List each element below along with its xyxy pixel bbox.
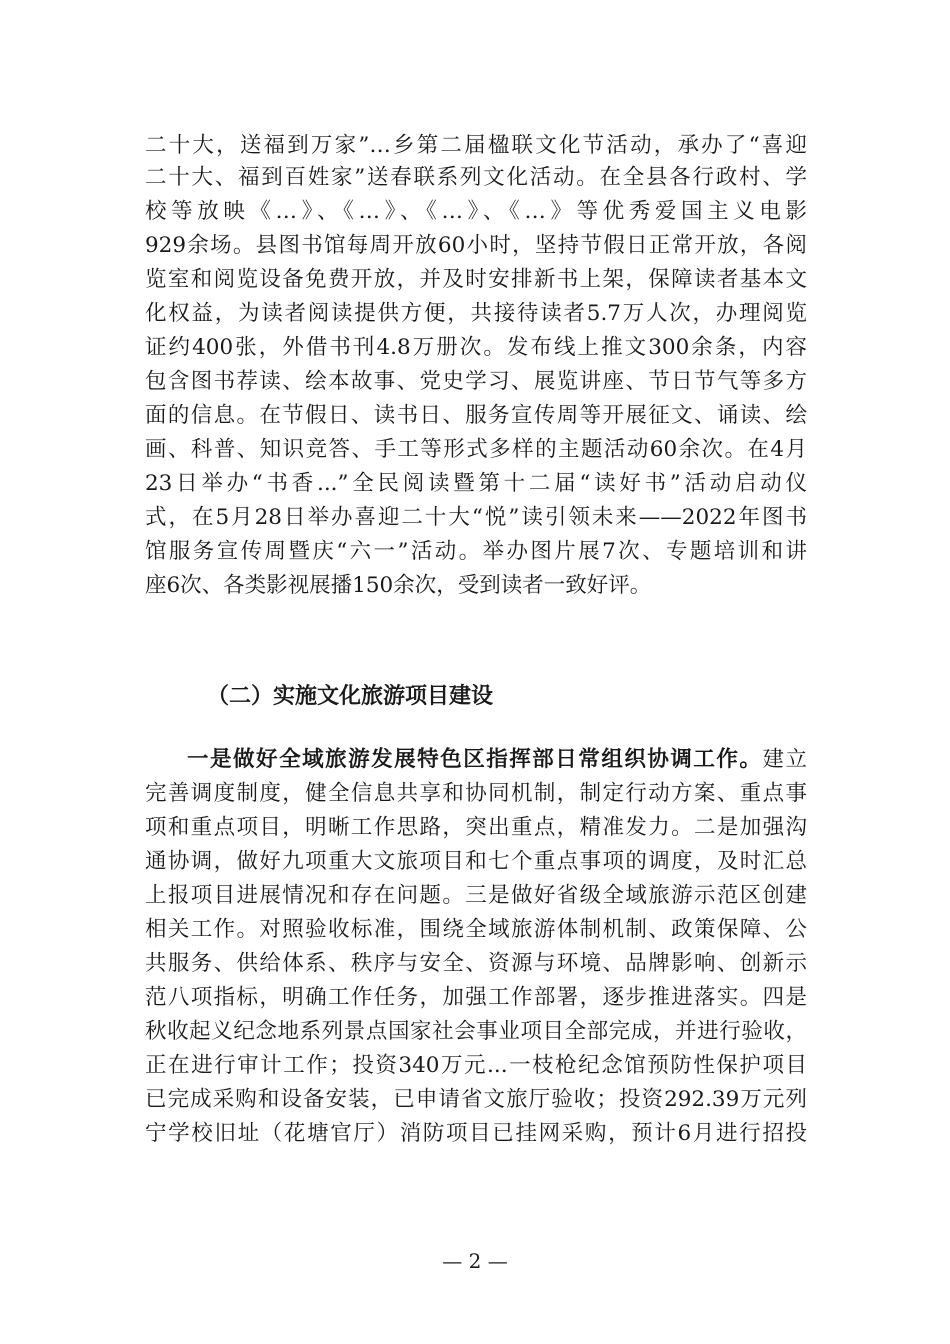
paragraph1-line: 馆服务宣传周暨庆“六一”活动。举办图片展7次、专题培训和讲 — [145, 539, 807, 564]
paragraph1-line: 二十大、福到百姓家”送春联系列文化活动。在全县各行政村、学 — [145, 165, 807, 190]
paragraph2-lead-bold: 一是做好全域旅游发展特色区指挥部日常组织协调工作。 — [187, 747, 763, 772]
paragraph1-line: 校等放映《…》、《…》、《…》、《…》等优秀爱国主义电影 — [145, 199, 807, 224]
paragraph1-line: 画、科普、知识竞答、手工等形式多样的主题活动60余次。在4月 — [145, 437, 807, 462]
paragraph1-line: 证约400张，外借书刊4.8万册次。发布线上推文300余条，内容 — [145, 335, 807, 360]
section-heading: （二）实施文化旅游项目建设 — [207, 683, 494, 709]
paragraph1-line: 包含图书荐读、绘本故事、党史学习、展览讲座、节日节气等多方 — [145, 369, 807, 394]
page-number: — 2 — — [442, 1249, 508, 1273]
paragraph2-line: 共服务、供给体系、秩序与安全、资源与环境、品牌影响、创新示 — [145, 951, 807, 976]
paragraph1-line: 化权益，为读者阅读提供方便，共接待读者5.7万人次，办理阅览 — [145, 301, 807, 326]
paragraph2-line: 通协调，做好九项重大文旅项目和七个重点事项的调度，及时汇总 — [145, 849, 807, 874]
paragraph2-line: 宁学校旧址（花塘官厅）消防项目已挂网采购，预计6月进行招投 — [145, 1121, 807, 1146]
paragraph2-lead-line — [187, 745, 807, 775]
paragraph2-line: 完善调度制度，健全信息共享和协同机制，制定行动方案、重点事 — [145, 781, 807, 806]
paragraph2-line: 项和重点项目，明晰工作思路，突出重点，精准发力。二是加强沟 — [145, 815, 807, 840]
paragraph1-line: 929余场。县图书馆每周开放60小时，坚持节假日正常开放，各阅 — [145, 233, 807, 258]
paragraph2-line: 相关工作。对照验收标准，围绕全域旅游体制机制、政策保障、公 — [145, 917, 807, 942]
paragraph1-line: 面的信息。在节假日、读书日、服务宣传周等开展征文、诵读、绘 — [145, 403, 807, 428]
paragraph1-line: 座6次、各类影视展播150余次，受到读者一致好评。 — [145, 573, 652, 598]
paragraph2-line: 上报项目进展情况和存在问题。三是做好省级全域旅游示范区创建 — [145, 883, 807, 908]
paragraph2-line: 已完成采购和设备安装，已申请省文旅厅验收；投资292.39万元列 — [145, 1087, 807, 1112]
paragraph1-line: 式，在5月28日举办喜迎二十大“悦”读引领未来——2022年图书 — [145, 505, 807, 530]
paragraph2-lead-rest: 建立 — [762, 747, 807, 772]
paragraph1-line: 23日举办“书香...”全民阅读暨第十二届“读好书”活动启动仪 — [145, 471, 807, 496]
paragraph1-line: 二十大，送福到万家”…乡第二届楹联文化节活动，承办了“喜迎 — [145, 133, 807, 158]
paragraph2-line: 正在进行审计工作；投资340万元...一枝枪纪念馆预防性保护项目 — [145, 1053, 807, 1078]
paragraph2-line: 范八项指标，明确工作任务，加强工作部署，逐步推进落实。四是 — [145, 985, 807, 1010]
paragraph2-line: 秋收起义纪念地系列景点国家社会事业项目全部完成，并进行验收， — [145, 1019, 807, 1044]
paragraph1-line: 览室和阅览设备免费开放，并及时安排新书上架，保障读者基本文 — [145, 267, 807, 292]
